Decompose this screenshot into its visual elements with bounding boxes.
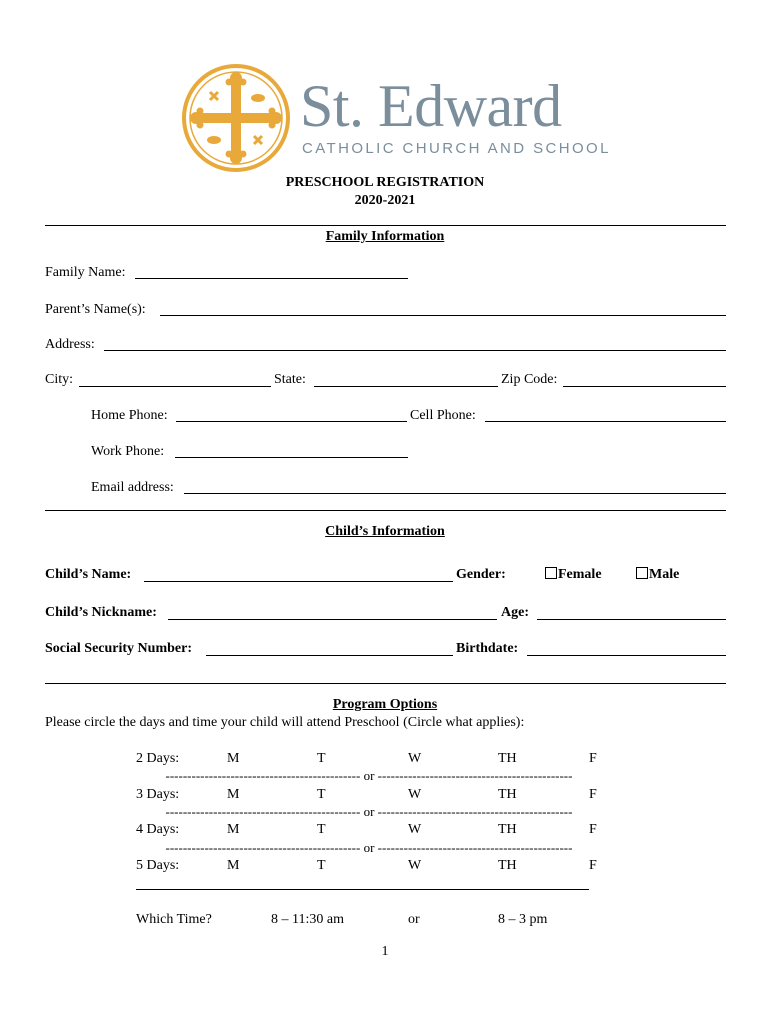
day-option[interactable]: T: [317, 787, 326, 802]
birthdate-field[interactable]: [527, 655, 726, 656]
days-option-label: 4 Days:: [136, 822, 180, 837]
state-label: State:: [274, 372, 306, 387]
city-label: City:: [45, 372, 74, 387]
zip-field[interactable]: [563, 386, 726, 387]
days-option-label: 5 Days:: [136, 858, 180, 873]
email-field[interactable]: [184, 493, 726, 494]
work-phone-label: Work Phone:: [91, 444, 165, 459]
female-checkbox[interactable]: [545, 567, 557, 579]
day-option[interactable]: TH: [498, 787, 517, 802]
family-name-field[interactable]: [135, 278, 408, 279]
or-separator: --------------------------------------------- or ---------------------------------------------: [165, 768, 573, 783]
day-option[interactable]: T: [317, 751, 326, 766]
school-logo: [180, 62, 611, 177]
day-option[interactable]: F: [589, 787, 597, 802]
day-option[interactable]: TH: [498, 751, 517, 766]
nickname-label: Child’s Nickname:: [45, 605, 157, 620]
day-option[interactable]: M: [227, 787, 240, 802]
ssn-label: Social Security Number:: [45, 641, 192, 656]
program-section-heading: Program Options: [332, 697, 438, 712]
male-label: Male: [649, 567, 680, 582]
program-instruction: Please circle the days and time your child will attend Preschool (Circle what applies):: [45, 715, 525, 730]
parents-names-label: Parent’s Name(s):: [45, 302, 146, 317]
email-label: Email address:: [91, 480, 174, 495]
section-divider: [45, 683, 726, 684]
or-separator: --------------------------------------------- or ---------------------------------------------: [165, 804, 573, 819]
child-name-field[interactable]: [144, 581, 453, 582]
day-option[interactable]: TH: [498, 822, 517, 837]
time-option-full-day[interactable]: 8 – 3 pm: [498, 912, 548, 927]
time-or-label: or: [408, 912, 420, 927]
day-option[interactable]: F: [589, 822, 597, 837]
child-name-label: Child’s Name:: [45, 567, 132, 582]
day-option[interactable]: TH: [498, 858, 517, 873]
day-option[interactable]: W: [408, 751, 422, 766]
logo-subtitle: CATHOLIC CHURCH AND SCHOOL: [302, 140, 611, 157]
city-field[interactable]: [79, 386, 271, 387]
day-option[interactable]: M: [227, 858, 240, 873]
home-phone-field[interactable]: [176, 421, 407, 422]
program-divider: [136, 889, 589, 890]
day-option[interactable]: W: [408, 858, 422, 873]
day-option[interactable]: F: [589, 858, 597, 873]
page-number: 1: [381, 944, 389, 959]
male-checkbox[interactable]: [636, 567, 648, 579]
cross-with-doves-icon: [180, 62, 292, 174]
birthdate-label: Birthdate:: [456, 641, 519, 656]
parents-names-field[interactable]: [160, 315, 726, 316]
home-phone-label: Home Phone:: [91, 408, 168, 423]
day-option[interactable]: F: [589, 751, 597, 766]
section-divider: [45, 510, 726, 511]
time-option-half-day[interactable]: 8 – 11:30 am: [271, 912, 344, 927]
day-option[interactable]: T: [317, 858, 326, 873]
age-field[interactable]: [537, 619, 726, 620]
form-year: 2020-2021: [354, 193, 416, 208]
child-section-heading: Child’s Information: [325, 524, 445, 539]
day-option[interactable]: M: [227, 751, 240, 766]
age-label: Age:: [501, 605, 529, 620]
nickname-field[interactable]: [168, 619, 497, 620]
female-label: Female: [558, 567, 602, 582]
day-option[interactable]: W: [408, 787, 422, 802]
or-separator: --------------------------------------------- or ---------------------------------------------: [165, 840, 573, 855]
gender-female-option[interactable]: [545, 567, 602, 583]
day-option[interactable]: T: [317, 822, 326, 837]
day-option[interactable]: M: [227, 822, 240, 837]
address-label: Address:: [45, 337, 95, 352]
days-option-label: 2 Days:: [136, 751, 180, 766]
ssn-field[interactable]: [206, 655, 453, 656]
family-section-heading: Family Information: [325, 229, 445, 244]
cell-phone-label: Cell Phone:: [410, 408, 476, 423]
state-field[interactable]: [314, 386, 498, 387]
which-time-label: Which Time?: [136, 912, 212, 927]
day-option[interactable]: W: [408, 822, 422, 837]
work-phone-field[interactable]: [175, 457, 408, 458]
family-name-label: Family Name:: [45, 265, 126, 280]
gender-male-option[interactable]: [636, 567, 679, 583]
gender-label: Gender:: [456, 567, 506, 582]
form-title: PRESCHOOL REGISTRATION: [285, 175, 485, 190]
days-option-label: 3 Days:: [136, 787, 180, 802]
section-divider: [45, 225, 726, 226]
address-field[interactable]: [104, 350, 726, 351]
logo-name: St. Edward: [300, 73, 562, 139]
zip-label: Zip Code:: [501, 372, 558, 387]
cell-phone-field[interactable]: [485, 421, 726, 422]
